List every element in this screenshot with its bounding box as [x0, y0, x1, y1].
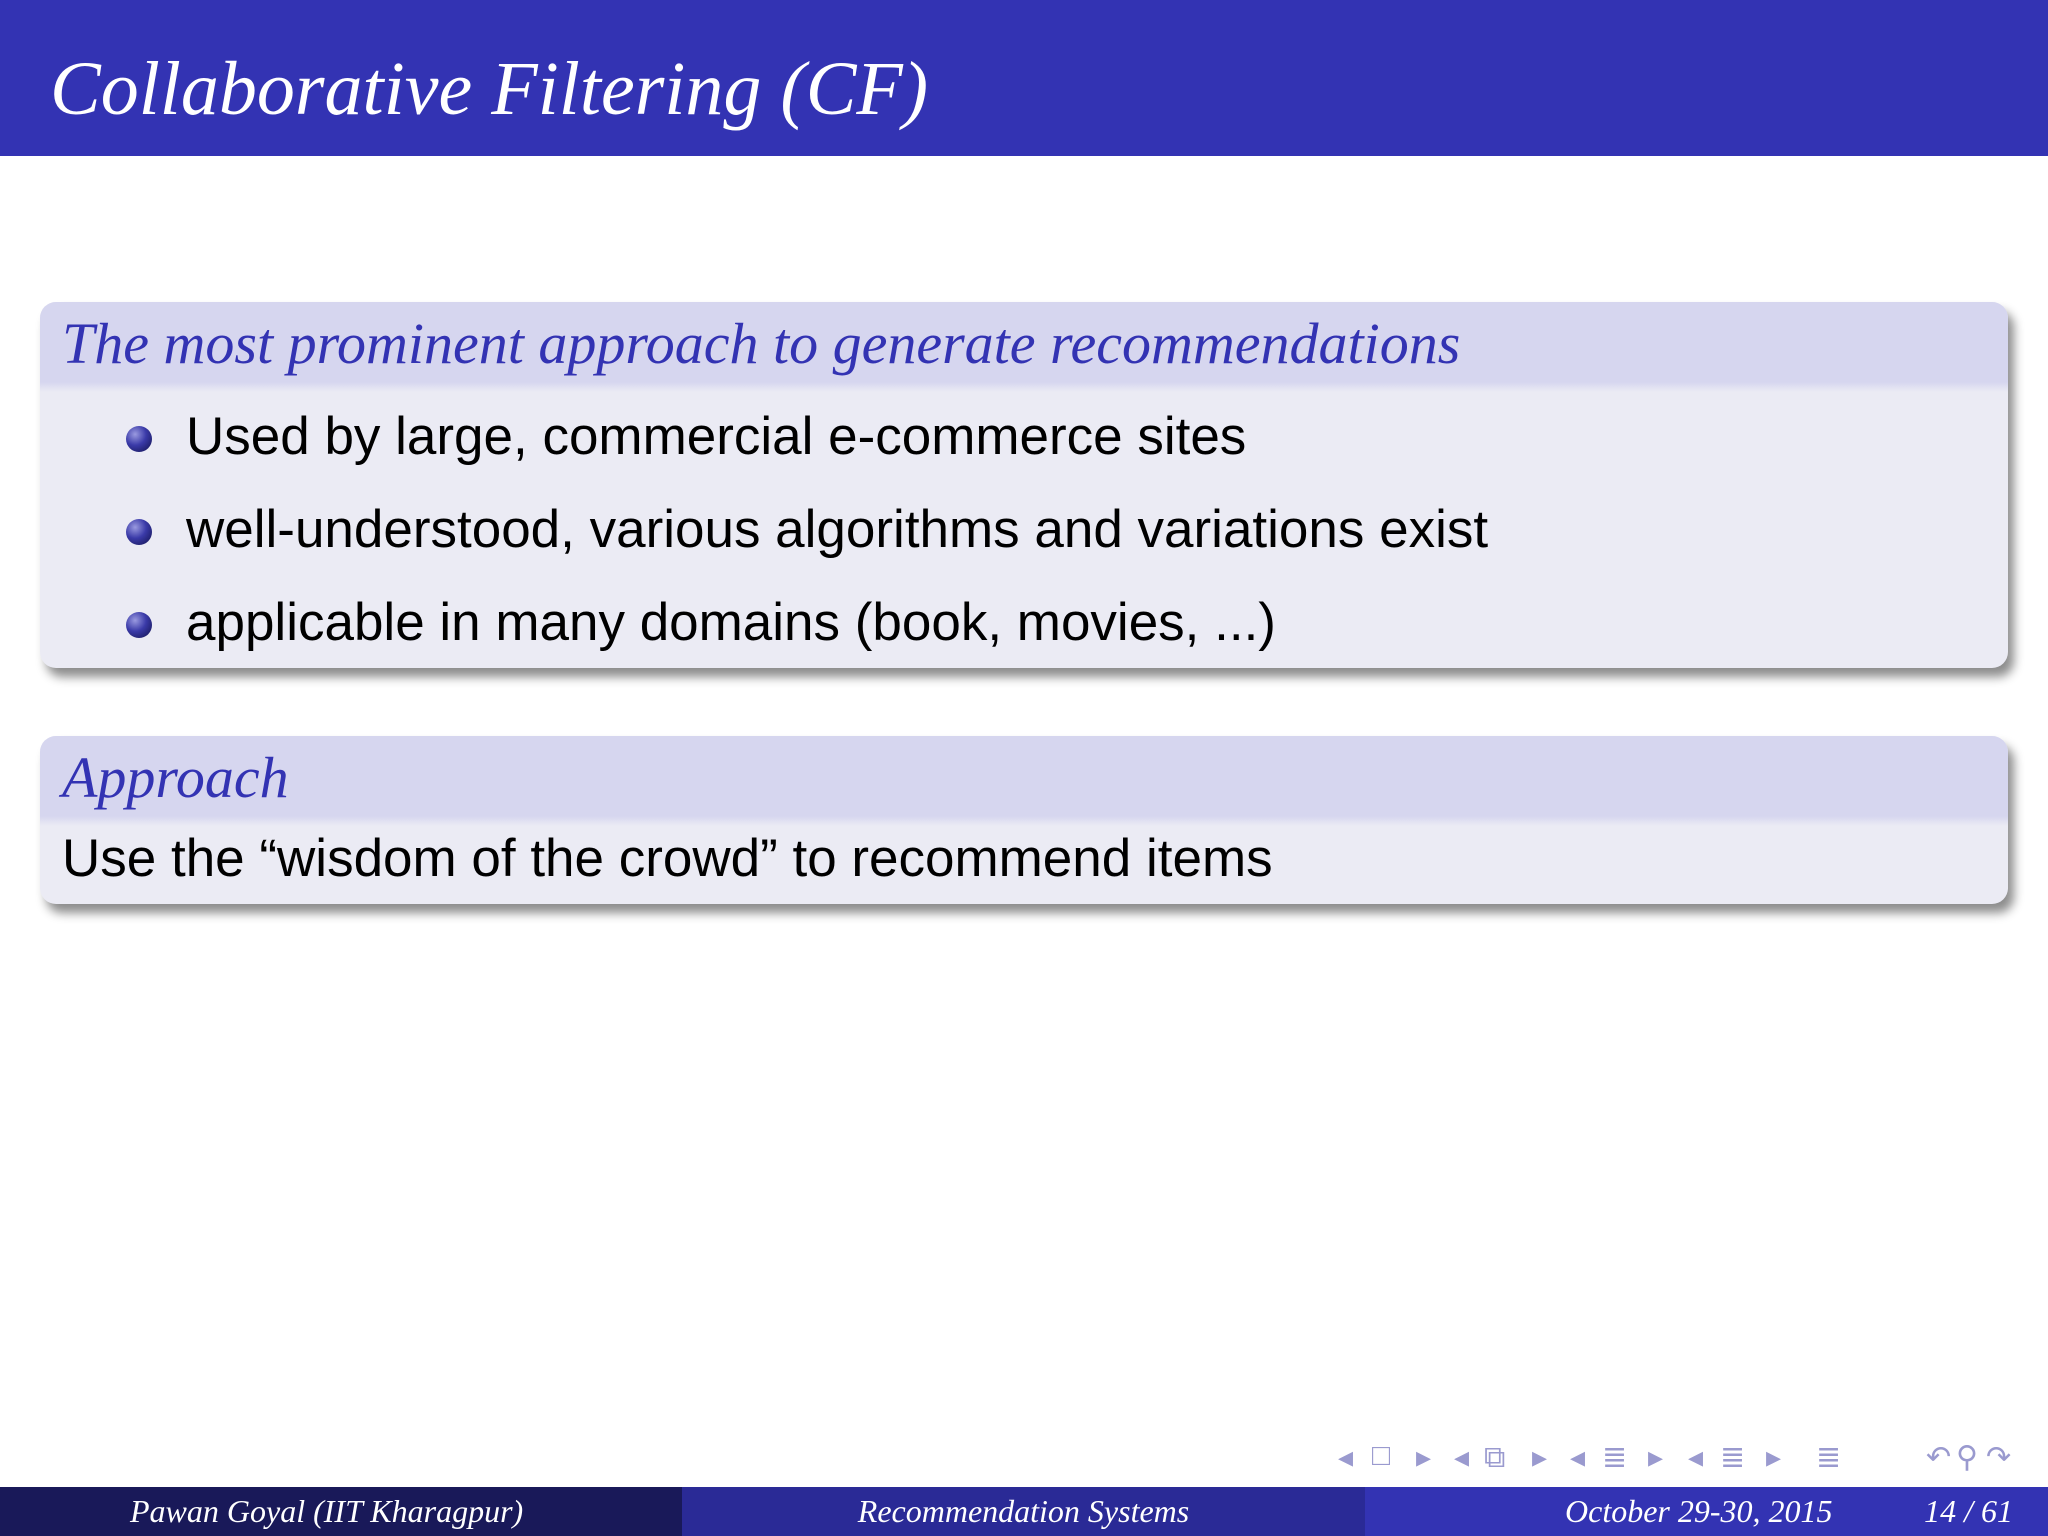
block-title: Approach — [62, 745, 289, 810]
block-prominent-approach — [40, 302, 2008, 668]
arrow-right-icon[interactable]: ▸ — [1416, 1441, 1432, 1474]
arrow-left-icon[interactable]: ◂ — [1688, 1441, 1704, 1474]
arrow-right-icon[interactable]: ▸ — [1766, 1441, 1782, 1474]
bullet-icon — [126, 426, 152, 452]
align-icon[interactable]: ≣ — [1816, 1441, 1842, 1474]
footer-author: Pawan Goyal (IIT Kharagpur) — [130, 1493, 524, 1529]
arrow-left-icon[interactable]: ◂ — [1454, 1441, 1470, 1474]
title-bar — [0, 0, 2048, 156]
list-item-text: Used by large, commercial e-commerce sites — [186, 407, 1247, 466]
footer-left — [0, 1487, 682, 1536]
block-header — [40, 736, 2008, 816]
beamer-navigation — [1330, 1440, 2030, 1476]
bullet-icon — [126, 519, 152, 545]
footer-center — [682, 1487, 1365, 1536]
redo-icon[interactable]: ↷ — [1986, 1441, 2012, 1474]
footer-presentation-title: Recommendation Systems — [857, 1493, 1190, 1529]
footer-date: October 29-30, 2015 — [1565, 1493, 1833, 1529]
bullet-icon — [126, 612, 152, 638]
block-title: The most prominent approach to generate recommendations — [62, 311, 1461, 376]
search-icon[interactable]: ⚲ — [1956, 1441, 1978, 1474]
bullet-list — [40, 390, 1488, 668]
list-item-text: applicable in many domains (book, movies, ...) — [186, 593, 1276, 652]
footer-right — [1365, 1487, 2048, 1536]
frame-icon[interactable]: □ — [1372, 1439, 1391, 1472]
section-icon[interactable]: ≣ — [1602, 1441, 1628, 1474]
block-approach — [40, 736, 2008, 904]
list-item — [40, 483, 1488, 576]
footer — [0, 1487, 2048, 1536]
list-item — [40, 390, 1488, 483]
align-icon[interactable]: ≣ — [1720, 1441, 1746, 1474]
list-item-text: well-understood, various algorithms and variations exist — [186, 500, 1489, 559]
arrow-left-icon[interactable]: ◂ — [1338, 1441, 1354, 1474]
block-body: Use the “wisdom of the crowd” to recommend items — [62, 829, 1273, 888]
subsection-icon[interactable]: ⧉ — [1484, 1441, 1506, 1474]
footer-page-number: 14 / 61 — [1924, 1493, 2013, 1529]
undo-icon[interactable]: ↶ — [1926, 1441, 1952, 1474]
arrow-left-icon[interactable]: ◂ — [1570, 1441, 1586, 1474]
arrow-right-icon[interactable]: ▸ — [1648, 1441, 1664, 1474]
arrow-right-icon[interactable]: ▸ — [1532, 1441, 1548, 1474]
block-header — [40, 302, 2008, 382]
list-item — [40, 576, 1488, 668]
slide-title: Collaborative Filtering (CF) — [50, 47, 929, 131]
